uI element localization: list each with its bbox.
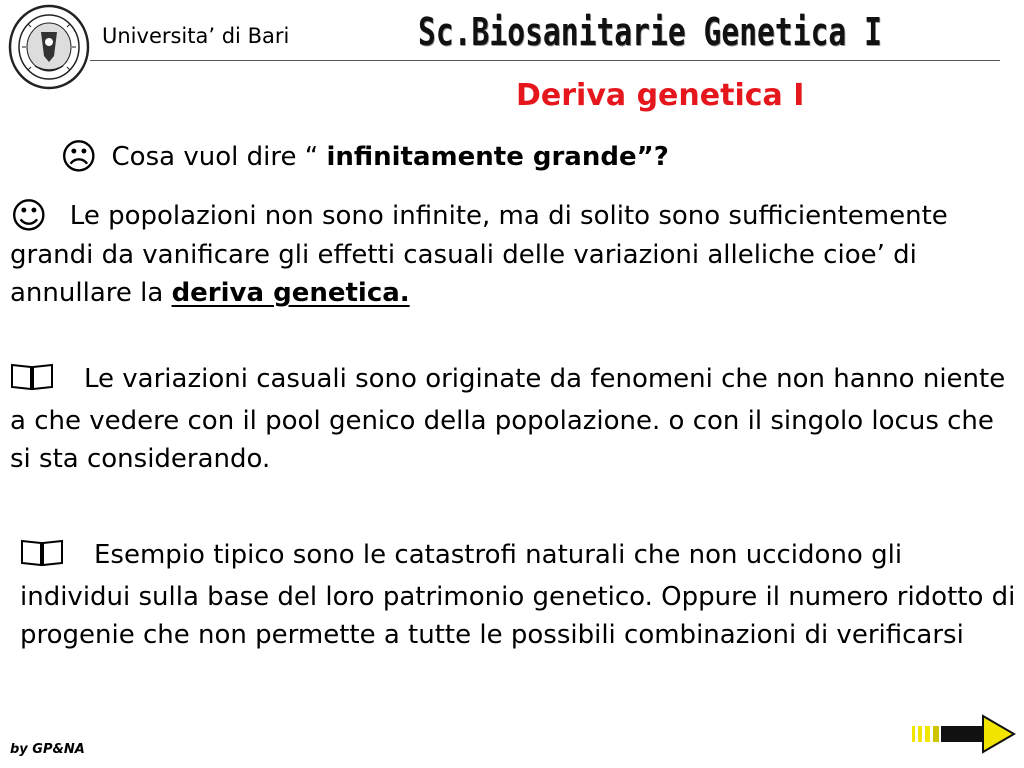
- header-divider: [90, 60, 1000, 61]
- paragraph-text: Le popolazioni non sono infinite, ma di solito sono sufficientemente grandi da vanificare gli effetti casuali delle variazioni alleliche cioe’ di annullare la: [10, 201, 948, 308]
- question-emphasis: infinitamente grande”?: [326, 142, 669, 172]
- book-icon: [10, 361, 54, 402]
- sad-face-icon: ☹: [60, 137, 98, 178]
- next-arrow-icon[interactable]: [910, 714, 1018, 754]
- paragraph-text: Esempio tipico sono le catastrofi naturali che non uccidono gli individui sulla base del loro patrimonio genetico. Oppure il numero ridotto di progenie che non permette a tutte le possibili combinazioni di verificarsi: [20, 540, 1016, 650]
- question-line: [60, 138, 669, 177]
- paragraph-example: [20, 536, 1020, 654]
- paragraph-random-variations: [10, 360, 1010, 478]
- genetic-drift-term: deriva genetica.: [171, 278, 410, 308]
- book-icon: [20, 537, 64, 578]
- smiley-face-icon: ☺: [10, 196, 48, 237]
- university-name: Universita’ di Bari: [102, 24, 290, 48]
- course-title: Sc.Biosanitarie Genetica I: [418, 10, 882, 54]
- slide-title: Deriva genetica I: [516, 78, 805, 113]
- question-text: Cosa vuol dire “: [111, 142, 327, 172]
- university-seal-logo: [8, 4, 90, 90]
- paragraph-infinite-population: [10, 197, 1010, 312]
- author-byline: by GP&NA: [10, 742, 85, 757]
- paragraph-text: Le variazioni casuali sono originate da fenomeni che non hanno niente a che vedere con il pool genico della popolazione. o con il singolo locus che si sta considerando.: [10, 364, 1006, 474]
